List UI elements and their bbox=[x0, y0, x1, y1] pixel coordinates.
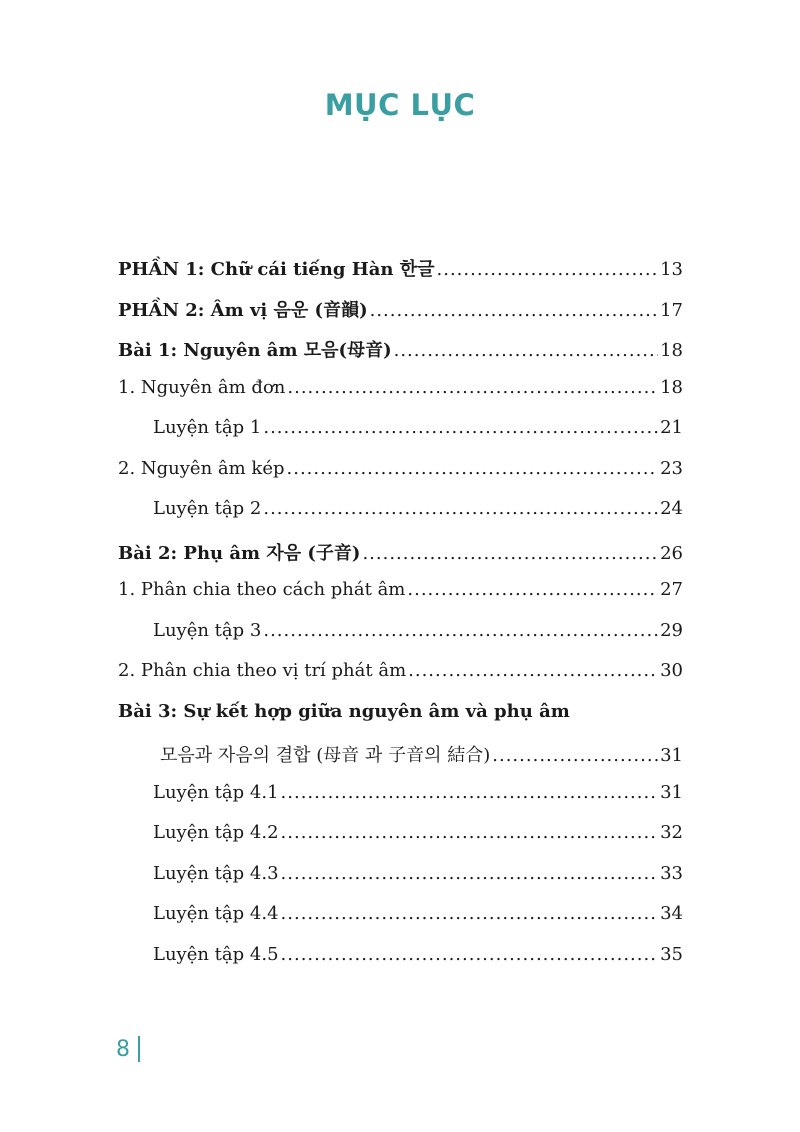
toc-entry-label: Luyện tập 4.1 bbox=[153, 781, 279, 803]
toc-entry-bai-1[interactable] bbox=[118, 336, 683, 377]
toc-page-number: 32 bbox=[660, 822, 683, 843]
toc-entry-luyen-tap-4-5[interactable] bbox=[118, 944, 683, 985]
toc-entry-label: Luyện tập 4.3 bbox=[153, 862, 279, 884]
toc-page-number: 18 bbox=[660, 340, 683, 361]
toc-entry-bai-3[interactable] bbox=[118, 701, 683, 742]
toc-page-number: 23 bbox=[660, 457, 683, 479]
toc-entry-label: 2. Phân chia theo vị trí phát âm bbox=[118, 660, 407, 681]
toc-entry-phan-1[interactable] bbox=[118, 255, 683, 296]
toc-entry-label: 1. Nguyên âm đơn bbox=[118, 376, 286, 398]
toc-entry-label: Luyện tập 2 bbox=[153, 498, 262, 519]
toc-entry-label: Bài 1: Nguyên âm 모음(母音) bbox=[118, 340, 392, 361]
toc-entry-label: Luyện tập 3 bbox=[153, 619, 262, 641]
dot-leader bbox=[408, 660, 658, 681]
toc-page-number: 13 bbox=[660, 259, 683, 280]
toc-page-number: 35 bbox=[660, 943, 683, 965]
toc-page-number: 33 bbox=[660, 862, 683, 884]
toc-page-number: 24 bbox=[660, 498, 683, 519]
toc-entry-bai-3-korean[interactable] bbox=[118, 741, 683, 782]
toc-entry-nguyen-am-don[interactable] bbox=[118, 377, 683, 418]
toc-entry-luyen-tap-2[interactable] bbox=[118, 498, 683, 539]
dot-leader bbox=[370, 300, 659, 321]
toc-entry-label: Luyện tập 4.4 bbox=[153, 903, 279, 924]
toc-page-number: 27 bbox=[660, 579, 683, 600]
footer-divider bbox=[138, 1036, 140, 1062]
toc-entry-label: Luyện tập 4.5 bbox=[153, 943, 279, 965]
toc-page-number: 29 bbox=[660, 619, 683, 641]
toc-entry-luyen-tap-4-2[interactable] bbox=[118, 822, 683, 863]
footer-page-number: 8 bbox=[116, 1036, 130, 1062]
toc-page-number: 34 bbox=[660, 903, 683, 924]
toc-entry-label: PHẦN 1: Chữ cái tiếng Hàn 한글 bbox=[118, 259, 435, 280]
dot-leader bbox=[492, 745, 658, 766]
dot-leader bbox=[263, 620, 658, 641]
toc-entry-luyen-tap-1[interactable] bbox=[118, 417, 683, 458]
dot-leader bbox=[362, 543, 658, 564]
dot-leader bbox=[287, 458, 659, 479]
toc-entry-label: 1. Phân chia theo cách phát âm bbox=[118, 579, 406, 600]
dot-leader bbox=[437, 259, 659, 280]
toc-entry-luyen-tap-4-1[interactable] bbox=[118, 782, 683, 823]
toc-page-number: 18 bbox=[660, 376, 683, 398]
page-title: MỤC LỤC bbox=[324, 88, 476, 122]
toc-page-number: 30 bbox=[660, 660, 683, 681]
toc-entry-label: 모음과 자음의 결합 (母音 과 子音의 結合) bbox=[160, 745, 491, 766]
toc-page-number: 31 bbox=[660, 745, 683, 766]
toc-entry-luyen-tap-4-3[interactable] bbox=[118, 863, 683, 904]
toc-page-number: 21 bbox=[660, 417, 683, 438]
toc-entry-label: Luyện tập 1 bbox=[153, 417, 262, 438]
toc-entry-phan-chia-cach[interactable] bbox=[118, 579, 683, 620]
toc-entry-nguyen-am-kep[interactable] bbox=[118, 458, 683, 499]
toc-entry-label: PHẦN 2: Âm vị 음운 (音韻) bbox=[118, 299, 368, 321]
toc-entry-luyen-tap-3[interactable] bbox=[118, 620, 683, 661]
toc-entry-label: Bài 3: Sự kết hợp giữa nguyên âm và phụ âm bbox=[118, 700, 570, 722]
dot-leader bbox=[281, 822, 659, 843]
toc-entry-bai-2[interactable] bbox=[118, 539, 683, 580]
toc-entry-label: Bài 2: Phụ âm 자음 (子音) bbox=[118, 542, 361, 564]
dot-leader bbox=[281, 863, 659, 884]
toc-page-number: 26 bbox=[660, 542, 683, 564]
toc-entry-label: 2. Nguyên âm kép bbox=[118, 457, 285, 479]
dot-leader bbox=[394, 340, 659, 361]
toc-entry-label: Luyện tập 4.2 bbox=[153, 822, 279, 843]
dot-leader bbox=[281, 944, 659, 965]
toc-entry-phan-2[interactable] bbox=[118, 296, 683, 337]
page-footer bbox=[116, 1036, 140, 1062]
toc-entry-phan-chia-vi-tri[interactable] bbox=[118, 660, 683, 701]
dot-leader bbox=[281, 903, 659, 924]
table-of-contents bbox=[118, 255, 683, 984]
dot-leader bbox=[407, 579, 658, 600]
dot-leader bbox=[263, 417, 658, 438]
dot-leader bbox=[263, 498, 658, 519]
toc-page-number: 17 bbox=[660, 299, 683, 321]
toc-entry-luyen-tap-4-4[interactable] bbox=[118, 903, 683, 944]
dot-leader bbox=[287, 377, 658, 398]
toc-page-number: 31 bbox=[660, 781, 683, 803]
dot-leader bbox=[281, 782, 659, 803]
